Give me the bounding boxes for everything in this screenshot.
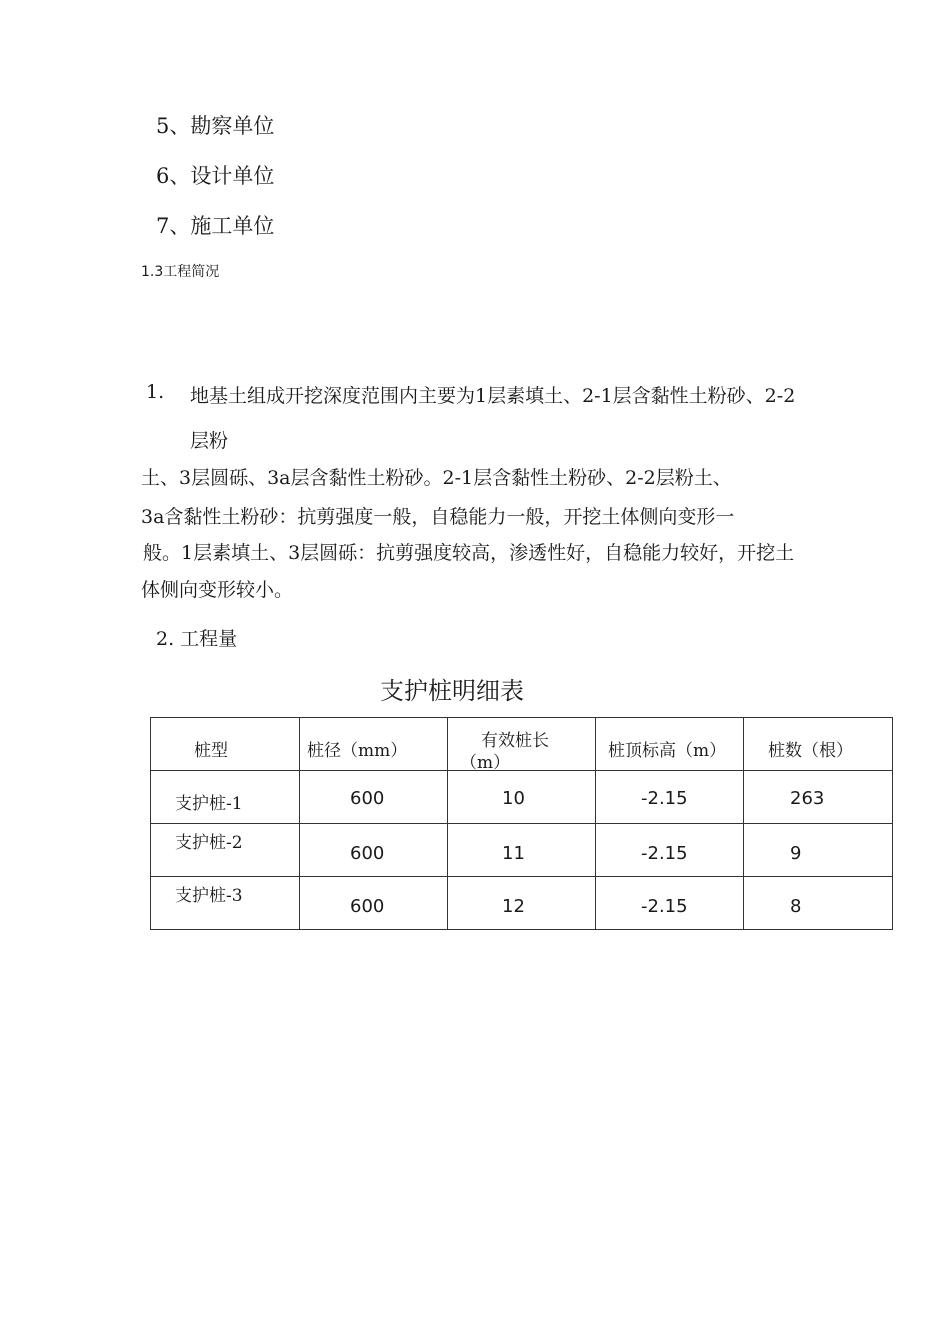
cell-top-elevation: -2.15: [641, 788, 688, 809]
table-row: [151, 877, 893, 930]
header-cell-count: [744, 718, 893, 771]
paragraph-1-line-5: 般。1层素填土、3层圆砾：抗剪强度较高，渗透性好，自稳能力较好，开挖土: [143, 542, 795, 564]
list-item-construction-unit: 7、施工单位: [156, 214, 275, 238]
header-diameter: 桩径（mm）: [307, 741, 408, 761]
paragraph-1-number: 1.: [146, 381, 165, 403]
header-length-line-2: （m）: [460, 753, 511, 773]
header-cell-length: [448, 718, 596, 771]
paragraph-1-line-3: 土、3层圆砾、3a层含黏性土粉砂。2-1层含黏性土粉砂、2-2层粉土、: [141, 467, 732, 489]
cell-length: 11: [502, 843, 525, 864]
paragraph-1-line-6: 体侧向变形较小。: [141, 579, 294, 601]
header-count: 桩数（根）: [768, 741, 853, 761]
pile-detail-table: [150, 717, 893, 930]
header-cell-diameter: [300, 718, 448, 771]
cell-top-elevation: -2.15: [641, 843, 688, 864]
table-header-row: [151, 718, 893, 771]
paragraph-2: 2. 工程量: [156, 628, 238, 650]
header-top-elevation: 桩顶标高（m）: [608, 741, 727, 761]
table-row: [151, 824, 893, 877]
header-cell-top-elevation: [596, 718, 744, 771]
cell-diameter: 600: [350, 788, 385, 809]
header-type: 桩型: [194, 741, 228, 761]
header-length-line-1: 有效桩长: [481, 731, 549, 751]
cell-type: 支护桩-3: [175, 886, 243, 906]
cell-count: 8: [790, 896, 802, 917]
cell-length: 12: [502, 896, 525, 917]
list-item-survey-unit: 5、勘察单位: [156, 114, 275, 138]
cell-count: 263: [790, 788, 825, 809]
cell-diameter: 600: [350, 843, 385, 864]
cell-type: 支护桩-2: [175, 833, 243, 853]
header-cell-type: [151, 718, 300, 771]
cell-top-elevation: -2.15: [641, 896, 688, 917]
paragraph-1-line-4: 3a含黏性土粉砂：抗剪强度一般，自稳能力一般，开挖土体侧向变形一: [141, 506, 735, 528]
paragraph-1-line-2: 层粉: [190, 430, 229, 452]
table-row: [151, 771, 893, 824]
paragraph-1-line-1: 地基土组成开挖深度范围内主要为1层素填土、2-1层含黏性土粉砂、2-2: [190, 385, 796, 407]
list-item-design-unit: 6、设计单位: [156, 164, 275, 188]
section-heading: 1.3工程简况: [141, 264, 220, 280]
table-title: 支护桩明细表: [380, 677, 524, 705]
cell-count: 9: [790, 843, 802, 864]
cell-type: 支护桩-1: [175, 794, 243, 814]
cell-length: 10: [502, 788, 525, 809]
cell-diameter: 600: [350, 896, 385, 917]
